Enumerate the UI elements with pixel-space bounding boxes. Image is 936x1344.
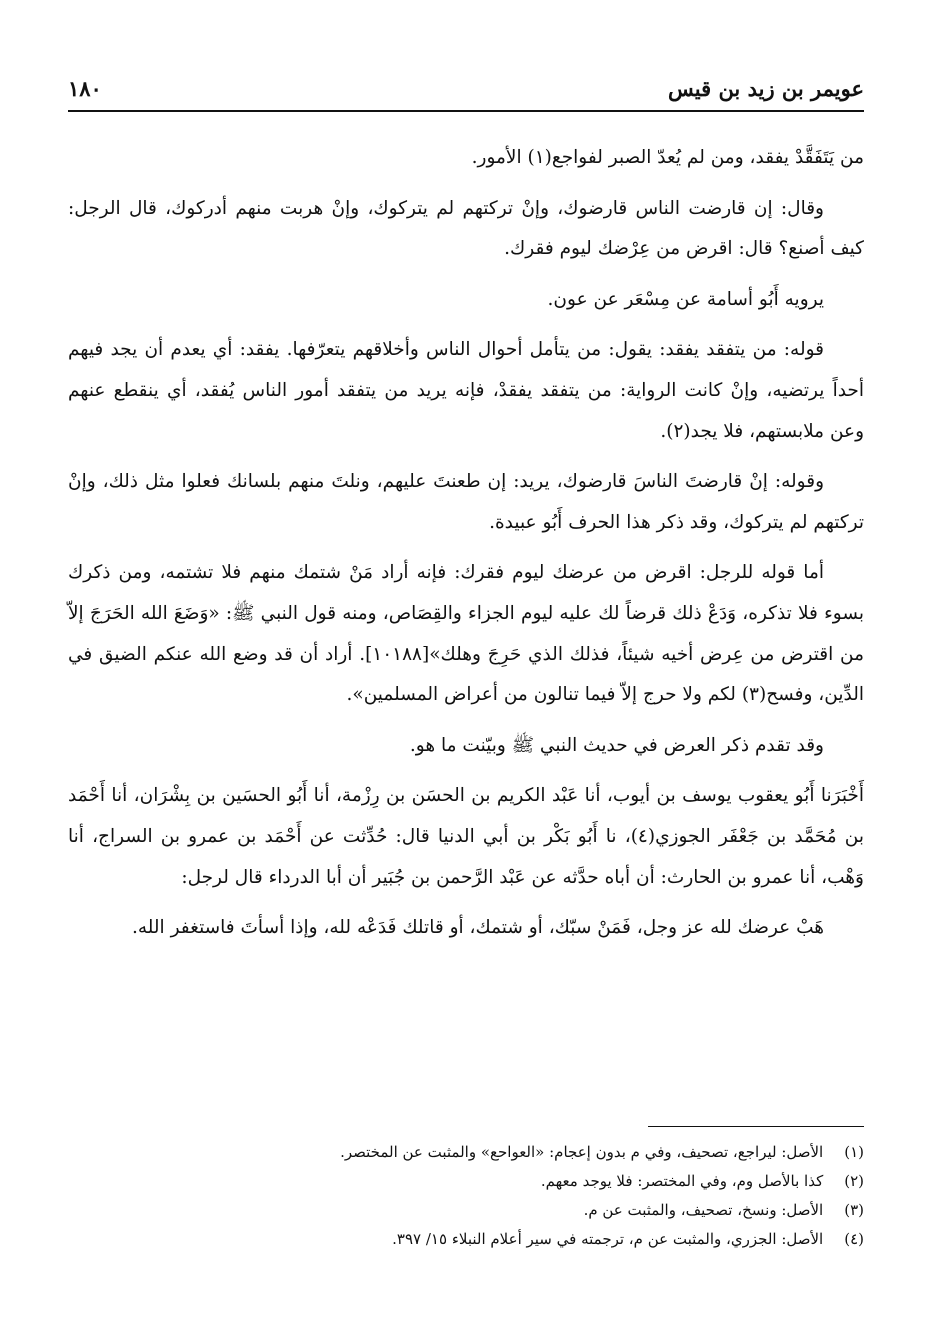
- running-title: عويمر بن زيد بن قيس: [667, 76, 864, 101]
- running-header: [68, 66, 864, 112]
- page-number: ١٨٠: [68, 76, 102, 101]
- paragraph: هَبْ عرضك لله عز وجل، فَمَنْ سبّك، أو شتمك، أو قاتلك فَدَعْه لله، وإذا أسأتَ فاستغفر الله.: [132, 917, 824, 939]
- paragraph: أما قوله للرجل: اقرض من عرضك ليوم فقرك: فإنه أراد مَنْ شتمك منهم فلا تشتمه، ومن ذكرك بسوء فلا تذكره، وَدَعْ ذلك قرضاً لك عليه ليوم الجزاء والقِصَاص، ومنه قول النبي ﷺ: «وَضَعَ الله الحَرَجَ إلاّ من اقترض من عِرض أخيه شيئاً، فذلك الذي حَرِجَ وهلك»[١٠١٨٨]. أراد أن قد وضع الله عنكم الضيق في الدِّين، وفسح(٣) لكم ولا حرج إلاّ فيما تنالون من أعراض المسلمين».: [68, 562, 864, 706]
- footnote-number: (٤): [844, 1230, 864, 1248]
- footnote-text: الأصل: ليراجع، تصحيف، وفي م بدون إعجام: «العواحع» والمثبت عن المختصر.: [340, 1143, 824, 1161]
- footnote: [68, 1225, 864, 1254]
- footnote-text: الأصل: الجزري، والمثبت عن م، ترجمته في سير أعلام النبلاء ١٥/ ٣٩٧.: [392, 1230, 824, 1248]
- footnote-number: (٣): [844, 1201, 864, 1219]
- paragraph: وقال: إن قارضت الناس قارضوك، وإنْ تركتهم لم يتركوك، وإنْ هربت منهم أدركوك، قال الرجل: كيف أصنع؟ قال: اقرض من عِرْضك ليوم فقرك.: [68, 197, 864, 260]
- paragraph: قوله: من يتفقد يفقد: يقول: من يتأمل أحوال الناس وأخلاقهم يتعرّفها. يفقد: أي يعدم أن يجد فيهم أحداً يرتضيه، وإنْ كانت الرواية: من يتفقد يفقدْ، فإنه يريد من يتفقد أمور الناس يُفقد، أي ينقطع عنهم وعن ملابستهم، فلا يجد(٢).: [68, 339, 864, 442]
- footnotes: [68, 1138, 864, 1254]
- paragraph: وقوله: إنْ قارضتَ الناسَ قارضوك، يريد: إن طعنتَ عليهم، ونلتَ منهم بلسانك فعلوا مثل ذلك، وإنْ تركتهم لم يتركوك، وقد ذكر هذا الحرف أَبُو عبيدة.: [68, 471, 864, 533]
- paragraph: وقد تقدم ذكر العرض في حديث النبي ﷺ وبيّنت ما هو.: [409, 734, 824, 756]
- footnote-number: (١): [844, 1143, 864, 1161]
- footnote-rule: [648, 1126, 864, 1127]
- footnote: [68, 1196, 864, 1225]
- header-rule: [68, 110, 864, 112]
- footnote: [68, 1138, 864, 1167]
- footnote-number: (٢): [844, 1172, 864, 1190]
- paragraph: أَخْبَرَنا أَبُو يعقوب يوسف بن أيوب، أنا عَبْد الكريم بن الحسَن بن رِزْمة، أنا أَبُو الحسَين بن بِشْرَان، أنا أَحْمَد بن مُحَمَّد بن جَعْفَر الجوزي(٤)، نا أَبُو بَكْر بن أبي الدنيا قال: حُدِّثت عن أَحْمَد بن عمرو بن السراج، أنا وَهْب، أنا عمرو بن الحارث: أن أباه حدَّثه عن عَبْد الرَّحمن بن جُبَير أن أبا الدرداء قال لرجل:: [68, 785, 865, 888]
- paragraph: من يَتَفَقَّدْ يفقد، ومن لم يُعدّ الصبر لفواجع(١) الأمور.: [471, 147, 864, 168]
- main-text: [68, 138, 864, 959]
- footnote: [68, 1167, 864, 1196]
- footnote-text: كذا بالأصل وم، وفي المختصر: فلا يوجد معهم.: [540, 1172, 824, 1190]
- paragraph: يرويه أَبُو أسامة عن مِسْعَر عن عون.: [547, 288, 824, 310]
- footnote-text: الأصل: ونسخ، تصحيف، والمثبت عن م.: [583, 1201, 824, 1219]
